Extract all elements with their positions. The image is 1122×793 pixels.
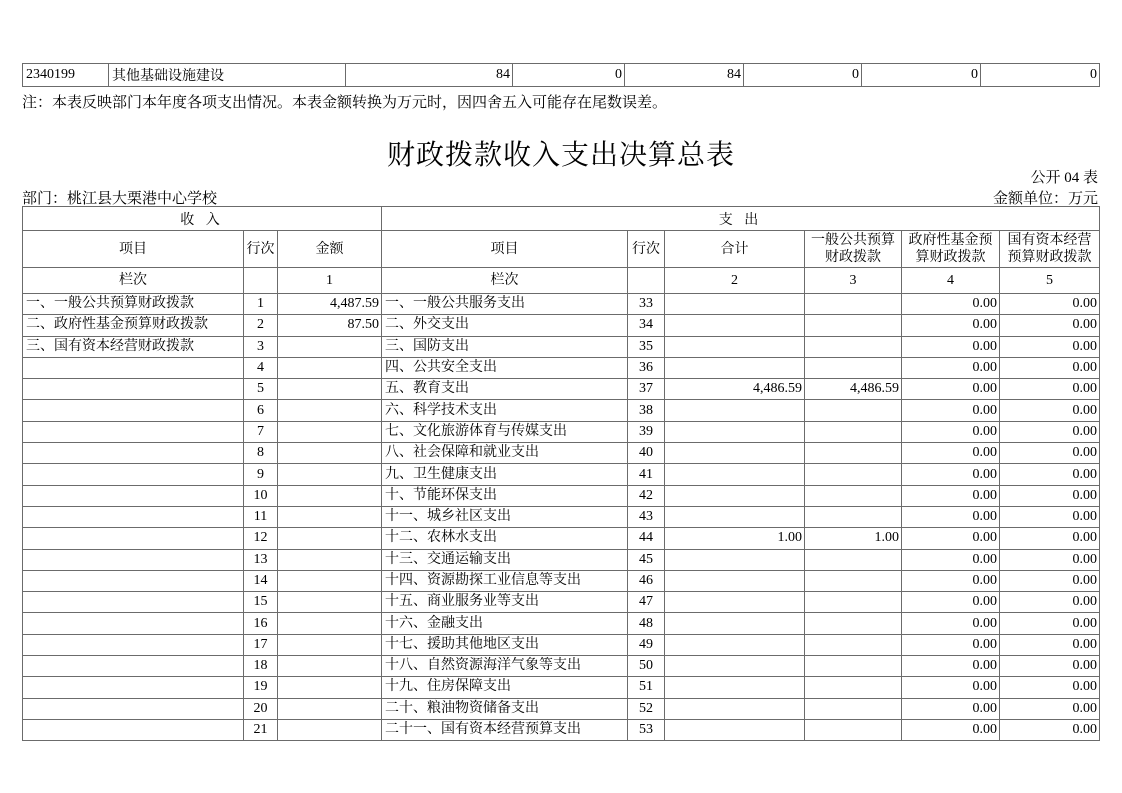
- expense-line-cell: 45: [628, 549, 665, 570]
- item-name-cell: 其他基础设施建设: [109, 64, 346, 87]
- income-line-cell: 16: [244, 613, 278, 634]
- total-cell: [665, 570, 805, 591]
- expense-item-cell: 二十、粮油物资储备支出: [382, 698, 628, 719]
- income-amount-cell: [278, 443, 382, 464]
- income-amount-cell: [278, 357, 382, 378]
- table-row: [23, 336, 1100, 357]
- general-cell: 4,486.59: [805, 379, 902, 400]
- income-line-cell: 10: [244, 485, 278, 506]
- general-cell: [805, 549, 902, 570]
- state-capital-cell: 0.00: [1000, 677, 1100, 698]
- state-capital-cell: 0.00: [1000, 336, 1100, 357]
- section-header-row: [23, 207, 1100, 231]
- gov-fund-cell: 0.00: [902, 570, 1000, 591]
- gov-fund-cell: 0.00: [902, 485, 1000, 506]
- income-section-header: 收 入: [23, 207, 382, 231]
- general-cell: [805, 485, 902, 506]
- general-cell: 1.00: [805, 528, 902, 549]
- value-cell: 84: [346, 64, 513, 87]
- expense-line-cell: 49: [628, 634, 665, 655]
- general-cell: [805, 443, 902, 464]
- income-line-cell: 7: [244, 421, 278, 442]
- column-index-row: [23, 268, 1100, 294]
- expense-item-cell: 八、社会保障和就业支出: [382, 443, 628, 464]
- meta-line: [22, 187, 1098, 208]
- gov-fund-cell: 0.00: [902, 421, 1000, 442]
- state-capital-cell: 0.00: [1000, 634, 1100, 655]
- gov-fund-cell: 0.00: [902, 315, 1000, 336]
- value-cell: 0: [862, 64, 981, 87]
- state-capital-cell: 0.00: [1000, 485, 1100, 506]
- general-cell: [805, 656, 902, 677]
- expense-item-cell: 十五、商业服务业等支出: [382, 592, 628, 613]
- income-amount-header: 金额: [278, 231, 382, 268]
- income-item-cell: [23, 677, 244, 698]
- table-row: [23, 400, 1100, 421]
- income-amount-cell: [278, 528, 382, 549]
- gov-fund-cell: 0.00: [902, 400, 1000, 421]
- income-amount-cell: 4,487.59: [278, 294, 382, 315]
- state-capital-cell: 0.00: [1000, 570, 1100, 591]
- expense-total-header: 合计: [665, 231, 805, 268]
- expense-item-cell: 十四、资源勘探工业信息等支出: [382, 570, 628, 591]
- expense-line-cell: 52: [628, 698, 665, 719]
- table-row: [23, 443, 1100, 464]
- expense-line-cell: 38: [628, 400, 665, 421]
- expense-item-cell: 十七、援助其他地区支出: [382, 634, 628, 655]
- income-line-cell: 15: [244, 592, 278, 613]
- table-row: [23, 634, 1100, 655]
- income-line-cell: 4: [244, 357, 278, 378]
- income-amount-cell: [278, 549, 382, 570]
- total-cell: [665, 357, 805, 378]
- main-summary-table: [22, 206, 1100, 741]
- expense-item-cell: 十一、城乡社区支出: [382, 506, 628, 527]
- income-item-header: 项目: [23, 231, 244, 268]
- state-capital-cell: 0.00: [1000, 698, 1100, 719]
- income-lanci-label: 栏次: [23, 268, 244, 294]
- expense-item-cell: 十六、金融支出: [382, 613, 628, 634]
- general-cell: [805, 677, 902, 698]
- income-item-cell: [23, 570, 244, 591]
- table-row: [23, 506, 1100, 527]
- state-capital-cell: 0.00: [1000, 464, 1100, 485]
- total-cell: [665, 549, 805, 570]
- expense-item-cell: 十、节能环保支出: [382, 485, 628, 506]
- income-item-cell: [23, 634, 244, 655]
- income-amount-cell: [278, 656, 382, 677]
- income-item-cell: [23, 357, 244, 378]
- income-item-cell: 三、国有资本经营财政拨款: [23, 336, 244, 357]
- expense-line-cell: 40: [628, 443, 665, 464]
- expense-line-cell: 53: [628, 719, 665, 740]
- expense-line-cell: 46: [628, 570, 665, 591]
- general-cell: [805, 464, 902, 485]
- total-cell: [665, 315, 805, 336]
- table-row: [23, 592, 1100, 613]
- expense-line-cell: 36: [628, 357, 665, 378]
- income-item-cell: [23, 592, 244, 613]
- gov-fund-cell: 0.00: [902, 357, 1000, 378]
- income-item-cell: [23, 485, 244, 506]
- expense-line-cell: 39: [628, 421, 665, 442]
- income-line-cell: 20: [244, 698, 278, 719]
- table-row: [23, 613, 1100, 634]
- expense-line-cell: 34: [628, 315, 665, 336]
- table-row: [23, 379, 1100, 400]
- gov-fund-cell: 0.00: [902, 613, 1000, 634]
- income-line-cell: 19: [244, 677, 278, 698]
- income-line-cell: 6: [244, 400, 278, 421]
- income-item-cell: [23, 421, 244, 442]
- general-cell: [805, 336, 902, 357]
- income-lanci-line: [244, 268, 278, 294]
- income-line-cell: 2: [244, 315, 278, 336]
- expense-line-cell: 44: [628, 528, 665, 549]
- state-capital-cell: 0.00: [1000, 400, 1100, 421]
- general-cell: [805, 400, 902, 421]
- total-cell: [665, 592, 805, 613]
- lanci-col-4: 4: [902, 268, 1000, 294]
- table-row: [23, 528, 1100, 549]
- expense-line-cell: 33: [628, 294, 665, 315]
- income-amount-cell: [278, 400, 382, 421]
- income-item-cell: [23, 400, 244, 421]
- state-capital-cell: 0.00: [1000, 528, 1100, 549]
- income-lanci-amount: 1: [278, 268, 382, 294]
- gov-fund-cell: 0.00: [902, 443, 1000, 464]
- total-cell: [665, 677, 805, 698]
- gov-fund-cell: 0.00: [902, 698, 1000, 719]
- income-line-cell: 8: [244, 443, 278, 464]
- table-row: [23, 656, 1100, 677]
- total-cell: [665, 421, 805, 442]
- gov-fund-cell: 0.00: [902, 549, 1000, 570]
- gov-fund-cell: 0.00: [902, 592, 1000, 613]
- state-capital-header: 国有资本经营预算财政拨款: [1000, 231, 1100, 268]
- expense-item-cell: 二、外交支出: [382, 315, 628, 336]
- value-cell: 0: [744, 64, 862, 87]
- income-amount-cell: [278, 379, 382, 400]
- general-cell: [805, 719, 902, 740]
- state-capital-cell: 0.00: [1000, 357, 1100, 378]
- expense-item-cell: 二十一、国有资本经营预算支出: [382, 719, 628, 740]
- expense-line-cell: 43: [628, 506, 665, 527]
- income-item-cell: [23, 656, 244, 677]
- income-amount-cell: [278, 613, 382, 634]
- income-item-cell: [23, 613, 244, 634]
- gov-fund-header: 政府性基金预算财政拨款: [902, 231, 1000, 268]
- income-line-cell: 11: [244, 506, 278, 527]
- total-cell: [665, 613, 805, 634]
- income-amount-cell: [278, 677, 382, 698]
- table-footnote: 注：本表反映部门本年度各项支出情况。本表金额转换为万元时，因四舍五入可能存在尾数误差。: [22, 95, 668, 111]
- income-amount-cell: [278, 485, 382, 506]
- value-cell: 0: [513, 64, 625, 87]
- total-cell: [665, 336, 805, 357]
- general-cell: [805, 592, 902, 613]
- income-line-cell: 18: [244, 656, 278, 677]
- expense-line-header: 行次: [628, 231, 665, 268]
- total-cell: [665, 443, 805, 464]
- total-cell: [665, 464, 805, 485]
- expense-item-cell: 十三、交通运输支出: [382, 549, 628, 570]
- general-cell: [805, 698, 902, 719]
- gov-fund-cell: 0.00: [902, 656, 1000, 677]
- income-amount-cell: 87.50: [278, 315, 382, 336]
- state-capital-cell: 0.00: [1000, 549, 1100, 570]
- general-cell: [805, 506, 902, 527]
- state-capital-cell: 0.00: [1000, 592, 1100, 613]
- table-row: [23, 719, 1100, 740]
- income-amount-cell: [278, 506, 382, 527]
- state-capital-cell: 0.00: [1000, 315, 1100, 336]
- income-amount-cell: [278, 698, 382, 719]
- gov-fund-cell: 0.00: [902, 719, 1000, 740]
- income-item-cell: [23, 379, 244, 400]
- lanci-col-2: 2: [665, 268, 805, 294]
- expense-item-cell: 三、国防支出: [382, 336, 628, 357]
- table-row: [23, 549, 1100, 570]
- income-line-cell: 3: [244, 336, 278, 357]
- table-row: [23, 698, 1100, 719]
- general-cell: [805, 357, 902, 378]
- income-item-cell: [23, 443, 244, 464]
- value-cell: 84: [625, 64, 744, 87]
- income-item-cell: 二、政府性基金预算财政拨款: [23, 315, 244, 336]
- expense-item-header: 项目: [382, 231, 628, 268]
- state-capital-cell: 0.00: [1000, 506, 1100, 527]
- income-amount-cell: [278, 336, 382, 357]
- expense-line-cell: 35: [628, 336, 665, 357]
- income-amount-cell: [278, 719, 382, 740]
- table-row: [23, 64, 1100, 87]
- expense-line-cell: 37: [628, 379, 665, 400]
- total-cell: [665, 506, 805, 527]
- total-cell: [665, 485, 805, 506]
- expense-line-cell: 42: [628, 485, 665, 506]
- total-cell: [665, 400, 805, 421]
- expense-lanci-line: [628, 268, 665, 294]
- gov-fund-cell: 0.00: [902, 634, 1000, 655]
- expense-line-cell: 41: [628, 464, 665, 485]
- department-label: 部门：桃江县大栗港中心学校: [22, 191, 218, 207]
- expense-line-cell: 50: [628, 656, 665, 677]
- income-line-cell: 21: [244, 719, 278, 740]
- expense-line-cell: 48: [628, 613, 665, 634]
- income-amount-cell: [278, 421, 382, 442]
- income-item-cell: [23, 528, 244, 549]
- expense-item-cell: 四、公共安全支出: [382, 357, 628, 378]
- expense-line-cell: 47: [628, 592, 665, 613]
- gov-fund-cell: 0.00: [902, 379, 1000, 400]
- expense-item-cell: 五、教育支出: [382, 379, 628, 400]
- income-line-cell: 9: [244, 464, 278, 485]
- state-capital-cell: 0.00: [1000, 421, 1100, 442]
- total-cell: [665, 294, 805, 315]
- state-capital-cell: 0.00: [1000, 613, 1100, 634]
- state-capital-cell: 0.00: [1000, 719, 1100, 740]
- expense-line-cell: 51: [628, 677, 665, 698]
- total-cell: 4,486.59: [665, 379, 805, 400]
- table-row: [23, 570, 1100, 591]
- general-cell: [805, 634, 902, 655]
- income-item-cell: [23, 549, 244, 570]
- expense-lanci-label: 栏次: [382, 268, 628, 294]
- expense-item-cell: 一、一般公共服务支出: [382, 294, 628, 315]
- income-line-cell: 12: [244, 528, 278, 549]
- total-cell: [665, 656, 805, 677]
- income-amount-cell: [278, 592, 382, 613]
- gov-fund-cell: 0.00: [902, 677, 1000, 698]
- expense-item-cell: 十八、自然资源海洋气象等支出: [382, 656, 628, 677]
- total-cell: [665, 634, 805, 655]
- table-row: [23, 677, 1100, 698]
- state-capital-cell: 0.00: [1000, 656, 1100, 677]
- main-table-body: [23, 294, 1100, 741]
- table-row: [23, 294, 1100, 315]
- income-line-cell: 5: [244, 379, 278, 400]
- income-line-cell: 14: [244, 570, 278, 591]
- table-row: [23, 421, 1100, 442]
- expense-item-cell: 九、卫生健康支出: [382, 464, 628, 485]
- expense-item-cell: 十九、住房保障支出: [382, 677, 628, 698]
- form-number: 公开 04 表: [1030, 170, 1098, 186]
- table-row: [23, 464, 1100, 485]
- income-item-cell: 一、一般公共预算财政拨款: [23, 294, 244, 315]
- income-amount-cell: [278, 570, 382, 591]
- general-cell: [805, 294, 902, 315]
- gov-fund-cell: 0.00: [902, 528, 1000, 549]
- state-capital-cell: 0.00: [1000, 443, 1100, 464]
- total-cell: [665, 719, 805, 740]
- lanci-col-3: 3: [805, 268, 902, 294]
- gov-fund-cell: 0.00: [902, 294, 1000, 315]
- page-title: 财政拨款收入支出决算总表: [386, 140, 735, 171]
- income-line-cell: 17: [244, 634, 278, 655]
- table-row: [23, 357, 1100, 378]
- amount-unit-label: 金额单位：万元: [992, 191, 1098, 207]
- income-item-cell: [23, 506, 244, 527]
- income-line-header: 行次: [244, 231, 278, 268]
- income-line-cell: 1: [244, 294, 278, 315]
- income-item-cell: [23, 698, 244, 719]
- expense-section-header: 支 出: [382, 207, 1100, 231]
- total-cell: [665, 698, 805, 719]
- column-header-row: [23, 231, 1100, 268]
- code-cell: 2340199: [23, 64, 109, 87]
- gov-fund-cell: 0.00: [902, 506, 1000, 527]
- income-item-cell: [23, 719, 244, 740]
- general-cell: [805, 613, 902, 634]
- income-amount-cell: [278, 464, 382, 485]
- total-cell: 1.00: [665, 528, 805, 549]
- income-line-cell: 13: [244, 549, 278, 570]
- general-cell: [805, 570, 902, 591]
- general-budget-header: 一般公共预算财政拨款: [805, 231, 902, 268]
- state-capital-cell: 0.00: [1000, 294, 1100, 315]
- income-item-cell: [23, 464, 244, 485]
- table-row: [23, 485, 1100, 506]
- table-row: [23, 315, 1100, 336]
- state-capital-cell: 0.00: [1000, 379, 1100, 400]
- lanci-col-5: 5: [1000, 268, 1100, 294]
- expense-item-cell: 七、文化旅游体育与传媒支出: [382, 421, 628, 442]
- value-cell: 0: [981, 64, 1100, 87]
- income-amount-cell: [278, 634, 382, 655]
- expense-item-cell: 十二、农林水支出: [382, 528, 628, 549]
- general-cell: [805, 315, 902, 336]
- gov-fund-cell: 0.00: [902, 336, 1000, 357]
- expense-item-cell: 六、科学技术支出: [382, 400, 628, 421]
- gov-fund-cell: 0.00: [902, 464, 1000, 485]
- general-cell: [805, 421, 902, 442]
- previous-page-table-fragment: [22, 63, 1100, 87]
